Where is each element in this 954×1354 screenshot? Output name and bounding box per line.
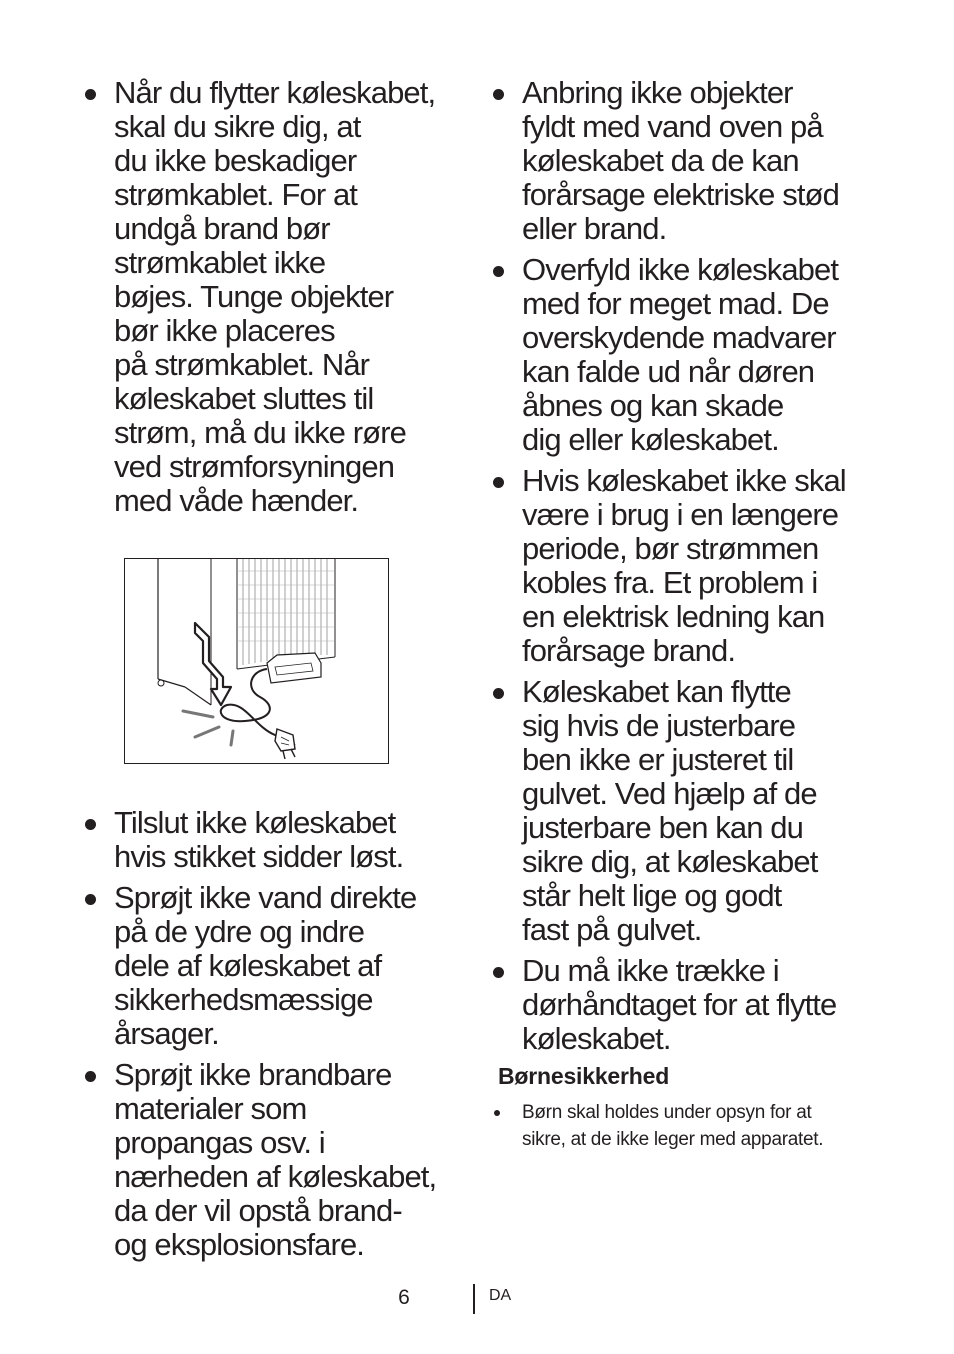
bullet-item: Sprøjt ikke vand direkte på de ydre og indre dele af køleskabet af sikkerhedsmæssige årsager. <box>82 881 466 1051</box>
bullet-item: Tilslut ikke køleskabet hvis stikket sidder løst. <box>82 806 466 874</box>
lightning-arrow-icon <box>195 623 231 705</box>
left-bullet-list-bottom <box>82 806 466 1269</box>
power-cable-illustration <box>124 558 389 764</box>
language-code: DA <box>489 1287 512 1304</box>
footer-divider <box>473 1284 475 1314</box>
bullet-item: Køleskabet kan flytte sig hvis de justerbare ben ikke er justeret til gulvet. Ved hjælp af de justerbare ben kan du sikre dig, at køleskabet står helt lige og godt fast på gulvet. <box>490 675 878 947</box>
bullet-item: Overfyld ikke køleskabet med for meget mad. De overskydende madvarer kan falde ud når døren åbnes og kan skade dig eller køleskabet. <box>490 253 878 457</box>
power-plug-icon <box>275 729 295 759</box>
left-column <box>82 76 466 525</box>
bullet-item: Hvis køleskabet ikke skal være i brug i en længere periode, bør strømmen kobles fra. Et problem i en elektrisk ledning kan forårsage brand. <box>490 464 878 668</box>
bullet-item: Sprøjt ikke brandbare materialer som propangas osv. i nærheden af køleskabet, da der vil opstå brand- og eksplosionsfare. <box>82 1058 466 1262</box>
left-bullet-list-top <box>82 76 466 518</box>
bullet-item: Når du flytter køleskabet, skal du sikre dig, at du ikke beskadiger strømkablet. For at undgå brand bør strømkablet ikke bøjes. Tunge objekter bør ikke placeres på strømkablet. Når køleskabet sluttes til strøm, må du ikke røre ved strømforsyningen med våde hænder. <box>82 76 466 518</box>
right-bullet-list <box>490 76 878 1056</box>
child-safety-heading: Børnesikkerhed <box>498 1063 670 1089</box>
child-safety-list <box>490 1099 890 1153</box>
bullet-item: Børn skal holdes under opsyn for at sikre, at de ikke leger med apparatet. <box>490 1099 890 1153</box>
right-column <box>490 76 878 1063</box>
bullet-item: Anbring ikke objekter fyldt med vand oven på køleskabet da de kan forårsage elektriske stød eller brand. <box>490 76 878 246</box>
bullet-item: Du må ikke trække i dørhåndtaget for at flytte køleskabet. <box>490 954 878 1056</box>
page-number: 6 <box>398 1286 410 1309</box>
refrigerator-rear-icon <box>125 559 388 763</box>
